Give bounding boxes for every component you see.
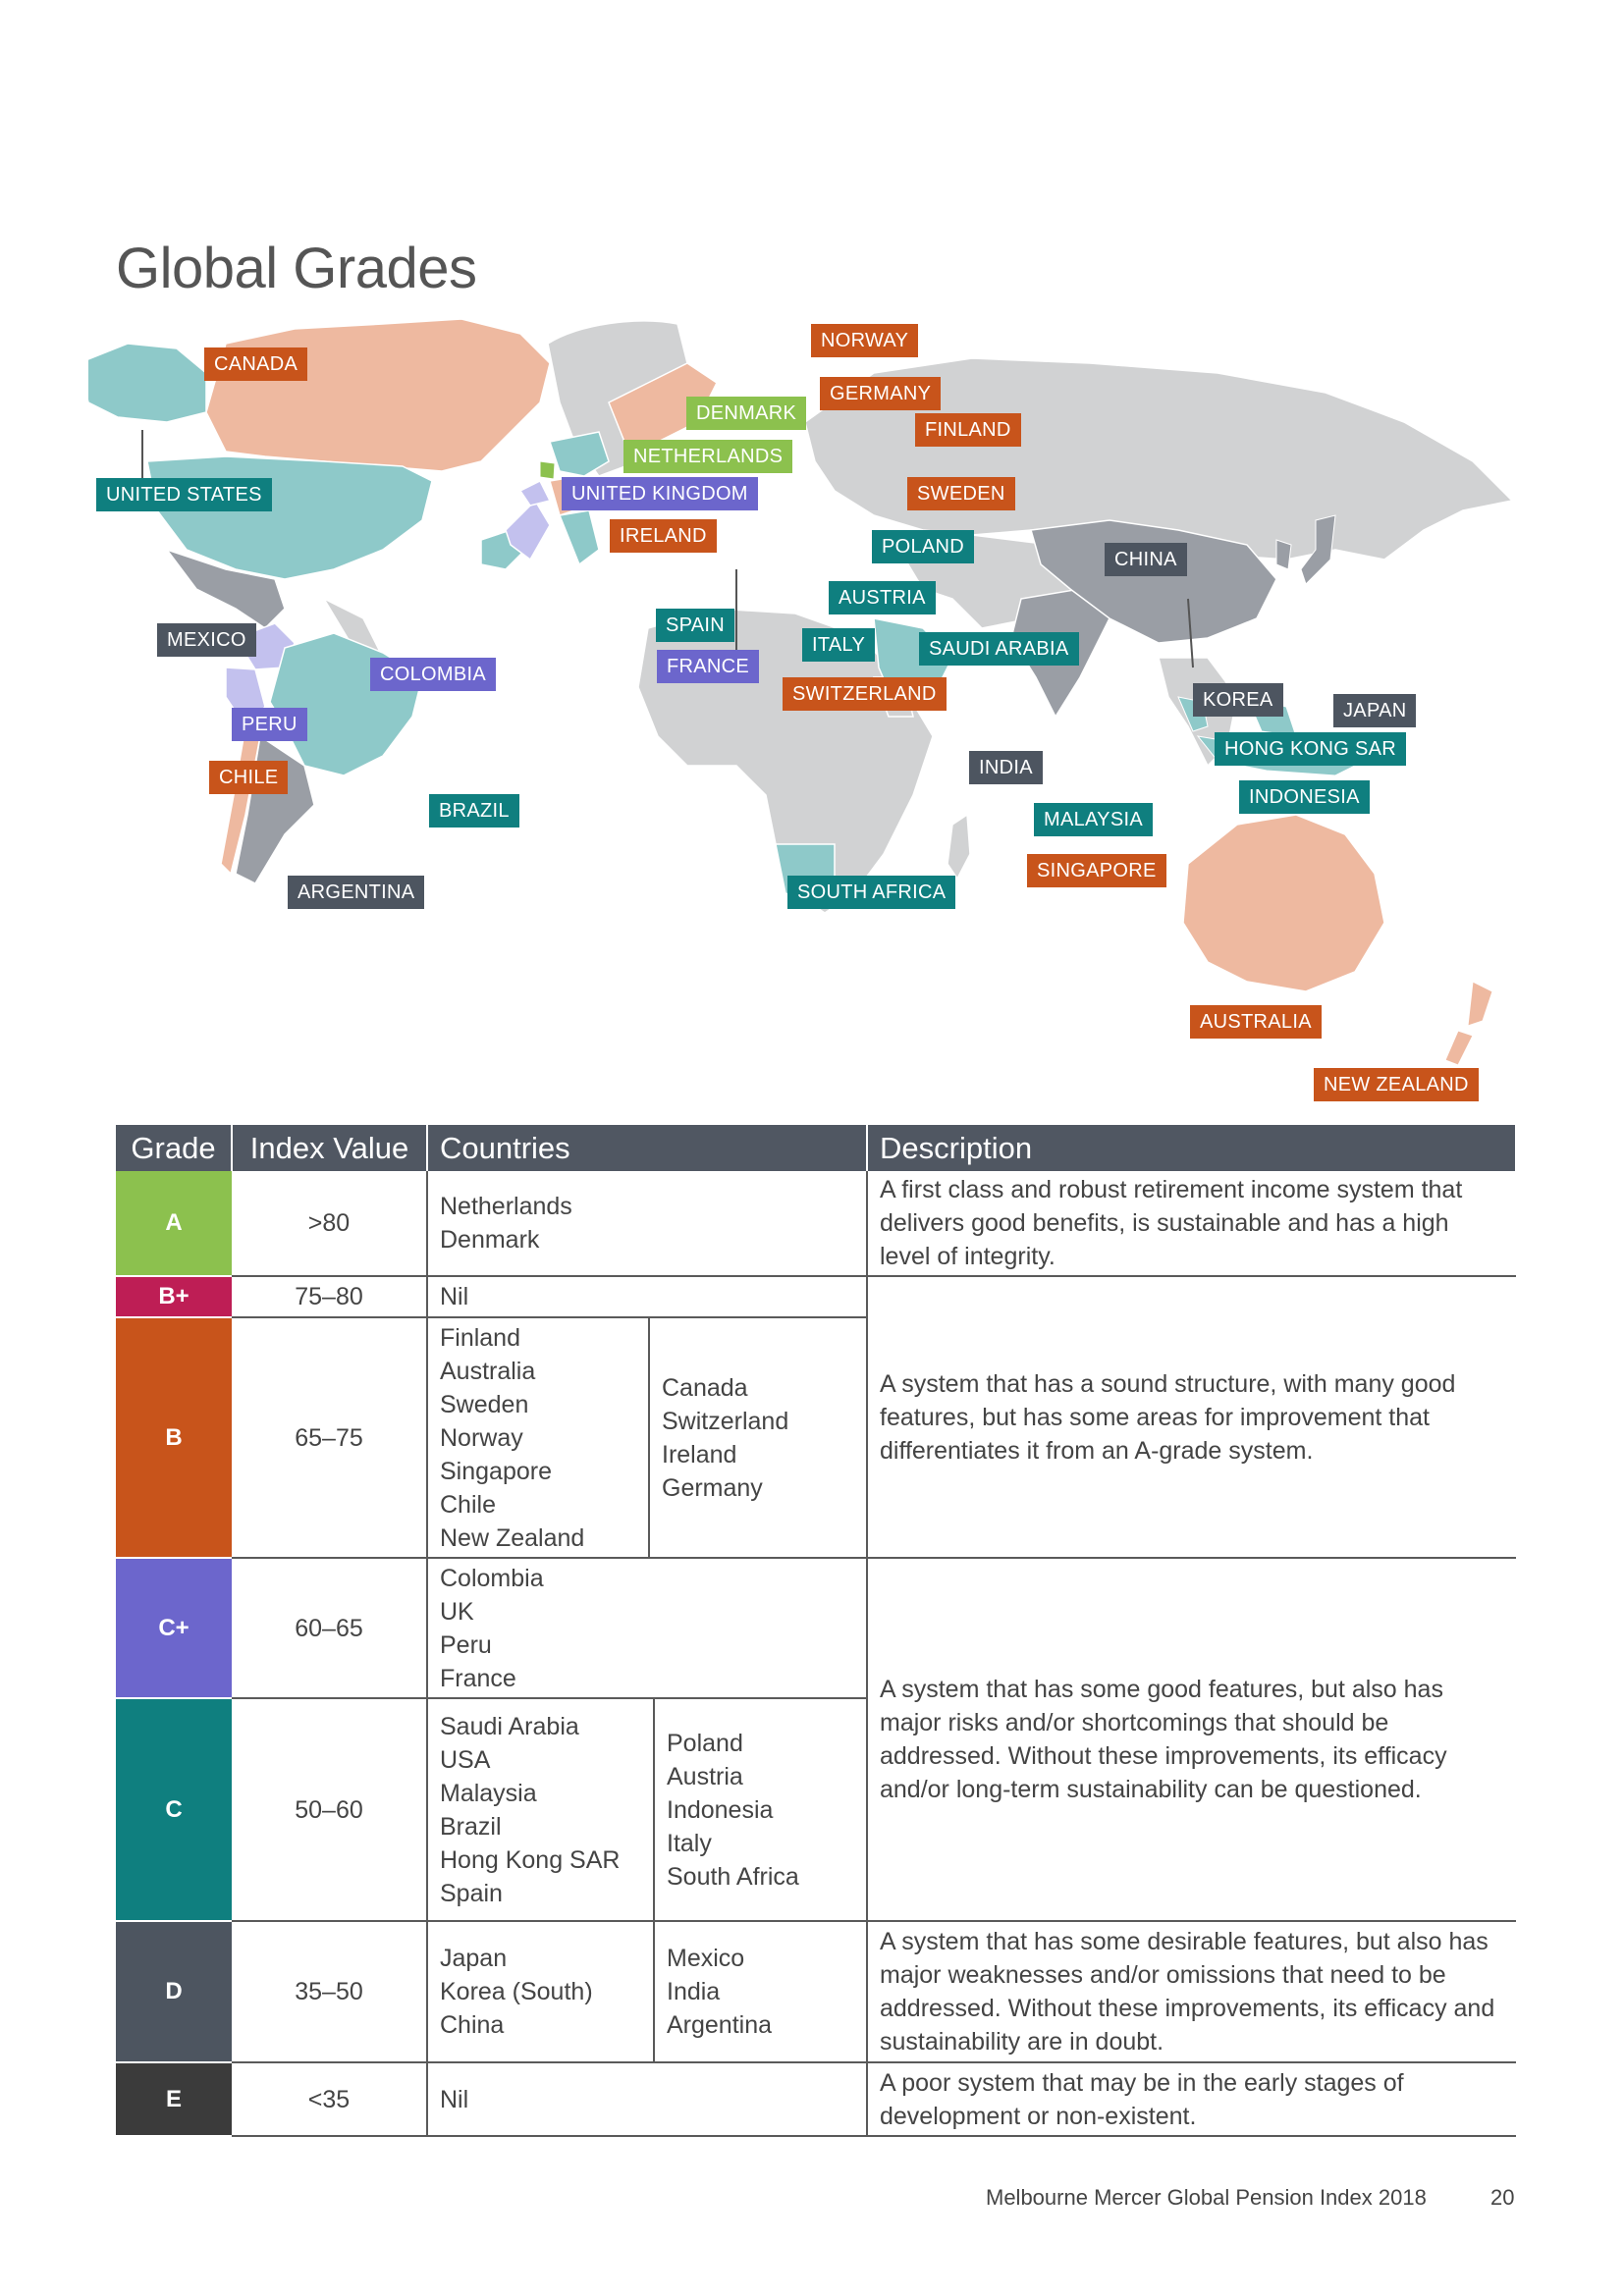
country: Hong Kong SAR [440,1845,621,1874]
countries-cell [427,1698,867,1921]
map-label-united-kingdom: UNITED KINGDOM [562,477,758,510]
map-label-new-zealand: NEW ZEALAND [1314,1068,1479,1101]
country: Mexico [667,1945,745,1972]
country: Finland [440,1323,520,1352]
table-row-b-plus [116,1276,1516,1317]
map-label-france: FRANCE [657,650,759,683]
map-label-south-africa: SOUTH AFRICA [787,876,955,909]
country: Sweden [440,1390,529,1418]
table-row-c-plus [116,1558,1516,1698]
header-index-value: Index Value [232,1125,427,1171]
country: Indonesia [667,1795,774,1824]
page-number: 20 [1490,2185,1515,2210]
map-label-netherlands: NETHERLANDS [623,440,792,473]
country: Ireland [662,1440,737,1468]
map-label-peru: PERU [232,708,307,741]
description-cell: A first class and robust retirement income system that delivers good benefits, is sustainable and has a high level of integrity. [867,1171,1516,1276]
map-label-japan: JAPAN [1333,694,1416,727]
map-label-india: INDIA [969,751,1043,784]
map-label-colombia: COLOMBIA [370,658,496,691]
country: Brazil [440,1812,502,1841]
grade-cell: B+ [116,1276,232,1317]
map-label-finland: FINLAND [915,413,1021,447]
countries-cell: Nil [427,1276,867,1317]
map-label-united-states: UNITED STATES [96,478,272,511]
map-label-sweden: SWEDEN [907,477,1015,510]
map-label-mexico: MEXICO [157,623,256,657]
map-label-spain: SPAIN [656,609,734,642]
world-map [88,304,1551,1119]
grades-table [116,1125,1517,2137]
grade-cell: C+ [116,1558,232,1698]
country: Austria [667,1762,743,1790]
map-label-germany: GERMANY [820,377,941,410]
table-row-d [116,1921,1516,2062]
header-grade: Grade [116,1125,232,1171]
countries-cell [427,1558,867,1698]
country: Germany [662,1473,763,1502]
country: USA [440,1745,491,1774]
index-cell: 60–65 [232,1558,427,1698]
description-cell: A poor system that may be in the early stages of development or non-existent. [867,2062,1516,2136]
header-description: Description [867,1125,1516,1171]
country: Netherlands [440,1193,572,1220]
country: Argentina [667,2011,773,2039]
table-row-e [116,2062,1516,2136]
map-label-austria: AUSTRIA [829,581,936,614]
map-label-australia: AUSTRALIA [1190,1005,1322,1039]
countries-cell [427,1317,867,1558]
map-label-hong-kong: HONG KONG SAR [1215,732,1406,766]
grade-cell: C [116,1698,232,1921]
map-label-china: CHINA [1105,543,1187,576]
index-cell: <35 [232,2062,427,2136]
country: India [667,1978,721,2005]
country: Denmark [440,1226,540,1254]
country: Australia [440,1357,536,1385]
map-label-italy: ITALY [802,628,875,662]
country: South Africa [667,1862,799,1891]
map-label-argentina: ARGENTINA [288,876,424,909]
map-label-denmark: DENMARK [686,397,806,430]
map-label-indonesia: INDONESIA [1239,780,1370,814]
map-label-canada: CANADA [204,347,307,381]
country: Saudi Arabia [440,1712,579,1740]
index-cell: 75–80 [232,1276,427,1317]
page-title: Global Grades [116,237,477,300]
map-label-ireland: IRELAND [610,519,717,553]
country: Italy [667,1829,712,1857]
grade-cell: E [116,2062,232,2136]
country: Colombia [440,1564,544,1592]
map-label-norway: NORWAY [811,324,918,357]
map-label-chile: CHILE [209,761,288,794]
countries-cell [427,1921,867,2062]
country: New Zealand [440,1523,585,1552]
map-label-malaysia: MALAYSIA [1034,803,1153,836]
map-label-korea: KOREA [1193,683,1283,717]
index-cell: >80 [232,1171,427,1276]
country: Norway [440,1423,523,1452]
country: Canada [662,1373,748,1402]
map-label-switzerland: SWITZERLAND [783,677,947,711]
country: China [440,2011,505,2039]
map-label-saudi-arabia: SAUDI ARABIA [919,632,1079,666]
country: Chile [440,1490,496,1519]
description-cell: A system that has some desirable features, but also has major weaknesses and/or omissions that need to be addressed. Without these improvements, its efficacy and sustainability are in doubt. [867,1921,1516,2062]
index-cell: 35–50 [232,1921,427,2062]
footer-title: Melbourne Mercer Global Pension Index 2018 [986,2185,1427,2210]
description-cell: A system that has a sound structure, with many good features, but has some areas for improvement that differentiates it from an A-grade system. [867,1276,1516,1558]
grade-cell: A [116,1171,232,1276]
map-label-singapore: SINGAPORE [1027,854,1166,887]
description-cell: A system that has some good features, but also has major risks and/or shortcomings that should be addressed. Without these improvements, its efficacy and/or long-term sustainability can be questioned. [867,1558,1516,1921]
country: Korea (South) [440,1978,593,2005]
table-header-row [116,1125,1516,1171]
country: Switzerland [662,1407,789,1435]
country: Spain [440,1879,503,1907]
country: Japan [440,1945,508,1972]
map-label-brazil: BRAZIL [429,794,519,828]
map-label-poland: POLAND [872,530,974,563]
countries-cell [427,1171,867,1276]
grade-cell: D [116,1921,232,2062]
index-cell: 50–60 [232,1698,427,1921]
country: Poland [667,1729,743,1757]
index-cell: 65–75 [232,1317,427,1558]
table-row-a [116,1171,1516,1276]
countries-cell: Nil [427,2062,867,2136]
country: France [440,1664,516,1692]
header-countries: Countries [427,1125,867,1171]
country: Singapore [440,1457,552,1485]
country: UK [440,1597,474,1626]
country: Malaysia [440,1779,537,1807]
grade-cell: B [116,1317,232,1558]
country: Peru [440,1630,492,1659]
